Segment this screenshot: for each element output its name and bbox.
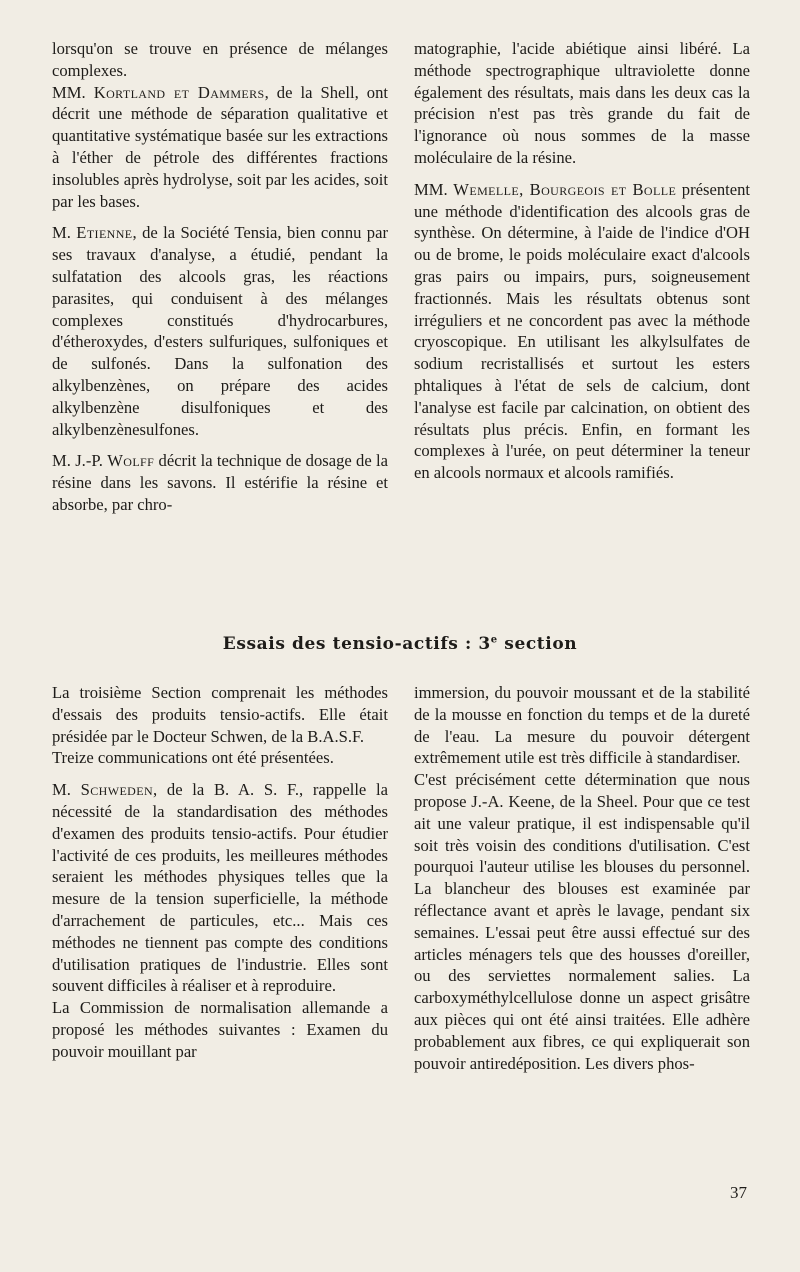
page-number: 37 bbox=[730, 1183, 747, 1202]
section-heading bbox=[0, 634, 800, 654]
bottom-right-column bbox=[414, 682, 750, 1074]
names-prefix: M. bbox=[52, 223, 77, 243]
top-right-column bbox=[414, 38, 750, 484]
paragraph-body: , de la Société Tensia, bien connu par ses travaux d'analyse, a étudié, pendant la sulfatation des alcools gras, les réactions parasites, qui conduisent à des mélanges complexes constitués d'hydrocarbures, d'étheroxydes, d'esters sulfuriques, sulfoniques et de sulfonés. Dans la sulfonation des alkylbenzènes, on prépare des acides alkylbenzène disulfoniques et des alkylbenzènesulfones. bbox=[52, 223, 388, 439]
paragraph: Treize communications ont été présentées. bbox=[52, 748, 334, 768]
bottom-left-column bbox=[52, 682, 388, 1063]
author-names: Schweden bbox=[80, 780, 154, 800]
names-prefix: M. bbox=[52, 780, 81, 800]
heading-tail: section bbox=[497, 634, 578, 654]
names-prefix: MM. bbox=[414, 179, 454, 199]
paragraph: matographie, l'acide abiétique ainsi libéré. La méthode spectrographique ultraviolette donne également des résultats, mais dans les deux cas la précision n'est pas très grande du fait de l'ignorance où nous sommes de la masse moléculaire de la résine. bbox=[414, 39, 750, 167]
paragraph bbox=[52, 222, 388, 440]
paragraph bbox=[52, 82, 388, 213]
paragraph-body: , de la Shell, ont décrit une méthode de séparation qualitative et quantitative systématique basée sur les extractions à l'éther de pétrole des différentes fractions insolubles après hydrolyse, soit par les acides, soit par les bases. bbox=[52, 82, 389, 211]
paragraph: lorsqu'on se trouve en présence de mélanges complexes. bbox=[52, 39, 388, 80]
paragraph: La troisième Section comprenait les méthodes d'essais des produits tensio-actifs. Elle était présidée par le Docteur Schwen, de la B.A.S.F. bbox=[52, 683, 388, 746]
heading-text: Essais des tensio-actifs : 3 bbox=[222, 634, 491, 654]
author-names: Kortland et Dammers bbox=[93, 82, 265, 102]
paragraph-body: présentent une méthode d'identification des alcools gras de synthèse. On détermine, à l'aide de l'indice d'OH ou de brome, le poids moléculaire exact d'alcools gras pairs ou impairs, purs, soigneusement fractionnés. Mais les résultats obtenus sont irréguliers et ne concordent pas avec la méthode cryoscopique. En utilisant les alkylsulfates de sodium recristallisés et surtout les esters phtaliques à l'état de sels de calcium, dont l'analyse est facile par calcination, on obtient des résultats plus précis. Enfin, en formant les complexes à l'urée, on peut déterminer la teneur en alcools normaux et alcools ramifiés. bbox=[414, 179, 750, 483]
paragraph bbox=[52, 450, 388, 515]
paragraph-body: décrit la technique de dosage de la résine dans les savons. Il estérifie la résine et absorbe, par chro- bbox=[52, 451, 389, 514]
heading-superscript: e bbox=[490, 634, 498, 646]
paragraph-body: , de la B. A. S. F., rappelle la nécessité de la standardisation des méthodes d'examen des produits tensio-actifs. Pour étudier l'activité de ces produits, les meilleures méthodes seraient les méthodes physiques telles que la mesure de la tension superficielle, la méthode d'arrachement de particules, etc... Mais ces méthodes ne tiennent pas compte des conditions d'utilisation pratiques de l'industrie. Elles sont souvent difficiles à réaliser et à reproduire. bbox=[52, 780, 388, 996]
paragraph bbox=[52, 779, 388, 997]
top-left-column bbox=[52, 38, 388, 516]
names-prefix: M. J.-P. bbox=[52, 451, 108, 471]
paragraph: La Commission de normalisation allemande a proposé les méthodes suivantes : Examen du pouvoir mouillant par bbox=[52, 998, 388, 1061]
names-prefix: MM. bbox=[52, 82, 94, 102]
author-names: Wolff bbox=[107, 451, 155, 471]
paragraph: immersion, du pouvoir moussant et de la stabilité de la mousse en fonction du temps et de la dureté de l'eau. La mesure du pouvoir détergent extrêmement utile est très difficile à standardiser. bbox=[414, 683, 750, 768]
paragraph: C'est précisément cette détermination que nous propose J.-A. Keene, de la Sheel. Pour que ce test ait une valeur pratique, il est indispensable qu'il soit très voisin des conditions d'utilisation. C'est pourquoi l'auteur utilise les blouses du personnel. La blancheur des blouses est examinée par réflectance avant et après le lavage, pendant six semaines. L'essai peut être aussi effectué sur des articles ménagers tels que des housses d'oreiller, ou des serviettes normalement salies. La carboxyméthylcellulose donne un aspect grisâtre aux pièces qui ont été ainsi traitées. Elle adhère probablement aux fibres, ce qui expliquerait son pouvoir antiredéposition. Les divers phos- bbox=[414, 770, 750, 1073]
author-names: Etienne bbox=[76, 223, 133, 243]
author-names: Wemelle, Bourgeois et Bolle bbox=[453, 179, 677, 199]
paragraph bbox=[414, 179, 750, 484]
